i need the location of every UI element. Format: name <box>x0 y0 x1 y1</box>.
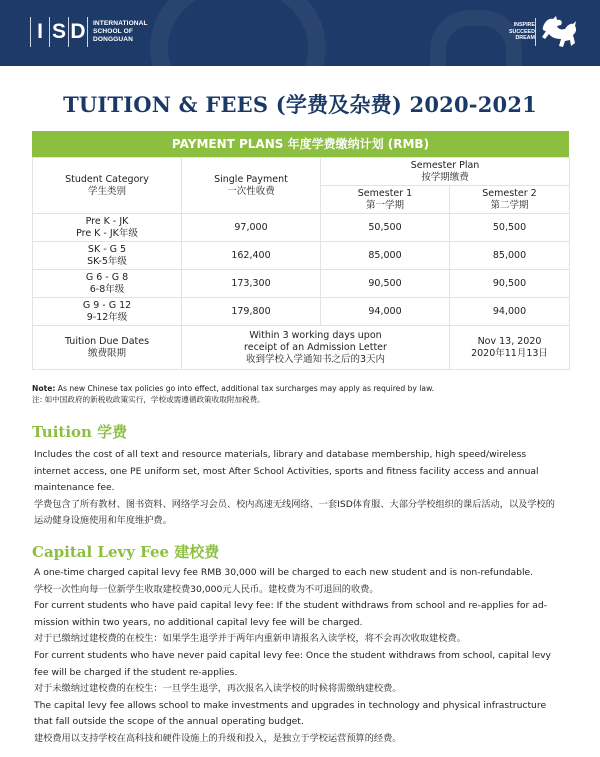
semester-2-cell: 90,500 <box>450 270 570 298</box>
payment-plans-table <box>32 131 569 370</box>
paragraph: Includes the cost of all text and resource materials, library and database membership, high speed/wireless internet access, one PE uniform set, most After School Activities, sports and fitness facility access and annual maintenance fee. <box>34 449 539 494</box>
school-logo <box>30 15 148 49</box>
payment-plans-heading: PAYMENT PLANS 年度学费缴纳计划 (RMB) <box>32 131 569 157</box>
category-cell <box>33 214 182 242</box>
note-text-en: As new Chinese tax policies go into effect, additional tax surcharges may apply as required by law. <box>55 384 435 393</box>
header-label-cn: 按学期缴费 <box>421 171 469 183</box>
semester-2-cell: 94,000 <box>450 298 570 326</box>
header-single-payment <box>182 158 321 214</box>
due-date-line: receipt of an Admission Letter <box>244 341 387 353</box>
single-payment-cell: 162,400 <box>182 242 321 270</box>
header-label: Semester Plan <box>410 159 480 171</box>
header-label-cn: 第一学期 <box>365 199 404 211</box>
school-name <box>93 20 148 44</box>
table-row <box>33 242 570 270</box>
motto-line: INSPIRE <box>513 22 535 28</box>
single-payment-cell: 97,000 <box>182 214 321 242</box>
capital-levy-heading: Capital Levy Fee 建校费 <box>32 543 220 561</box>
school-name-line: INTERNATIONAL <box>93 20 148 27</box>
due-dates-label-cn: 缴费限期 <box>87 347 126 359</box>
single-payment-cell: 179,800 <box>182 298 321 326</box>
paragraph: 建校费用以支持学校在高科技和硬件设施上的升级和投入，是独立于学校运营预算的经费。 <box>34 732 402 744</box>
table-row <box>33 270 570 298</box>
horse-icon <box>539 13 579 49</box>
category-cn: SK-5年级 <box>87 255 127 267</box>
motto-line: SUCCEED <box>509 28 535 35</box>
paragraph: The capital levy fee allows school to make investments and upgrades in technology and physical infrastructure that fall outside the scope of the annual operating budget. <box>34 699 547 728</box>
school-name-line: SCHOOL OF <box>93 28 133 35</box>
capital-levy-body <box>34 565 564 748</box>
due-dates-row <box>33 326 570 370</box>
header-label: Semester 2 <box>482 187 537 199</box>
table-row <box>33 298 570 326</box>
header-semester-2 <box>450 186 570 214</box>
paragraph: For current students who have never paid capital levy fee: Once the student withdraws from school, capital levy fee will be charged if the student re-applies. <box>34 649 551 678</box>
category-en: G 6 - G 8 <box>85 271 129 283</box>
header-label-cn: 第二学期 <box>490 199 529 211</box>
school-name-line: DONGGUAN <box>93 36 133 43</box>
header-student-category <box>33 158 182 214</box>
category-cn: 9-12年级 <box>86 311 128 323</box>
semester-1-cell: 50,500 <box>321 214 450 242</box>
due-date-line: 收到学校入学通知书之后的3天内 <box>245 353 386 365</box>
due-dates-label <box>33 326 182 370</box>
tuition-body <box>34 447 564 530</box>
motto-divider <box>535 18 536 46</box>
decorative-swirl <box>150 0 326 66</box>
header-label: Semester 1 <box>357 187 413 199</box>
category-en: Pre K - JK <box>85 215 129 227</box>
semester-1-cell: 90,500 <box>321 270 450 298</box>
semester-1-cell: 94,000 <box>321 298 450 326</box>
logo-letter: D <box>70 20 86 43</box>
header-label: Student Category <box>65 173 149 185</box>
header-semester-1 <box>321 186 450 214</box>
due-date-second <box>450 326 570 370</box>
tax-note <box>32 383 434 405</box>
header-label-cn: 学生类别 <box>87 185 126 197</box>
semester-2-cell: 50,500 <box>450 214 570 242</box>
header-label: Single Payment <box>214 173 288 185</box>
paragraph: 对于未缴纳过建校费的在校生：一旦学生退学，再次报名入读学校的时候将需缴纳建校费。 <box>34 683 402 695</box>
category-cn: 6-8年级 <box>89 283 125 295</box>
header-label-cn: 一次性收费 <box>227 185 275 197</box>
header-semester-plan <box>321 158 570 186</box>
tuition-heading: Tuition 学费 <box>32 423 128 441</box>
logo-letter: I <box>37 20 43 43</box>
page-title: TUITION & FEES (学费及杂费) 2020-2021 <box>63 92 537 117</box>
paragraph: For current students who have paid capital levy fee: If the student withdraws from school and re-applies for ad-mission within two years, no additional capital levy fee will be charged. <box>34 600 547 628</box>
paragraph: 对于已缴纳过建校费的在校生：如果学生退学并于两年内重新申请报名入读学校，将不会再次收取建校费。 <box>34 633 466 645</box>
semester-2-cell: 85,000 <box>450 242 570 270</box>
category-en: SK - G 5 <box>87 243 127 255</box>
due-date-line: 2020年11月13日 <box>471 347 548 359</box>
category-en: G 9 - G 12 <box>82 299 132 311</box>
note-text-cn: 注: 如中国政府的新税收政策实行，学校或需遵循政策收取附加税费。 <box>32 395 265 404</box>
category-cell <box>33 242 182 270</box>
category-cell <box>33 270 182 298</box>
category-cn: Pre K - JK年级 <box>76 227 138 239</box>
motto-line: DREAM <box>515 35 535 42</box>
category-cell <box>33 298 182 326</box>
due-date-line: Nov 13, 2020 <box>477 335 542 347</box>
semester-1-cell: 85,000 <box>321 242 450 270</box>
paragraph: A one-time charged capital levy fee RMB 30,000 will be charged to each new student and is non-refundable. <box>34 567 534 578</box>
paragraph: 学费包含了所有教材、图书资料、网络学习会员、校内高速无线网络、一套ISD体育服、大部分学校组织的课后活动，以及学校的运动健身设施使用和年度维护费。 <box>34 498 555 527</box>
header-banner <box>0 0 600 66</box>
paragraph: 学校一次性向每一位新学生收取建校费30,000元人民币。建校费为不可退回的收费。 <box>34 583 379 595</box>
logo-letter: S <box>51 20 66 43</box>
single-payment-cell: 173,300 <box>182 270 321 298</box>
due-date-first <box>182 326 450 370</box>
table-row <box>33 214 570 242</box>
due-date-line: Within 3 working days upon <box>249 329 382 341</box>
motto <box>509 22 535 42</box>
note-label: Note: <box>32 384 56 393</box>
due-dates-label-en: Tuition Due Dates <box>64 335 150 347</box>
